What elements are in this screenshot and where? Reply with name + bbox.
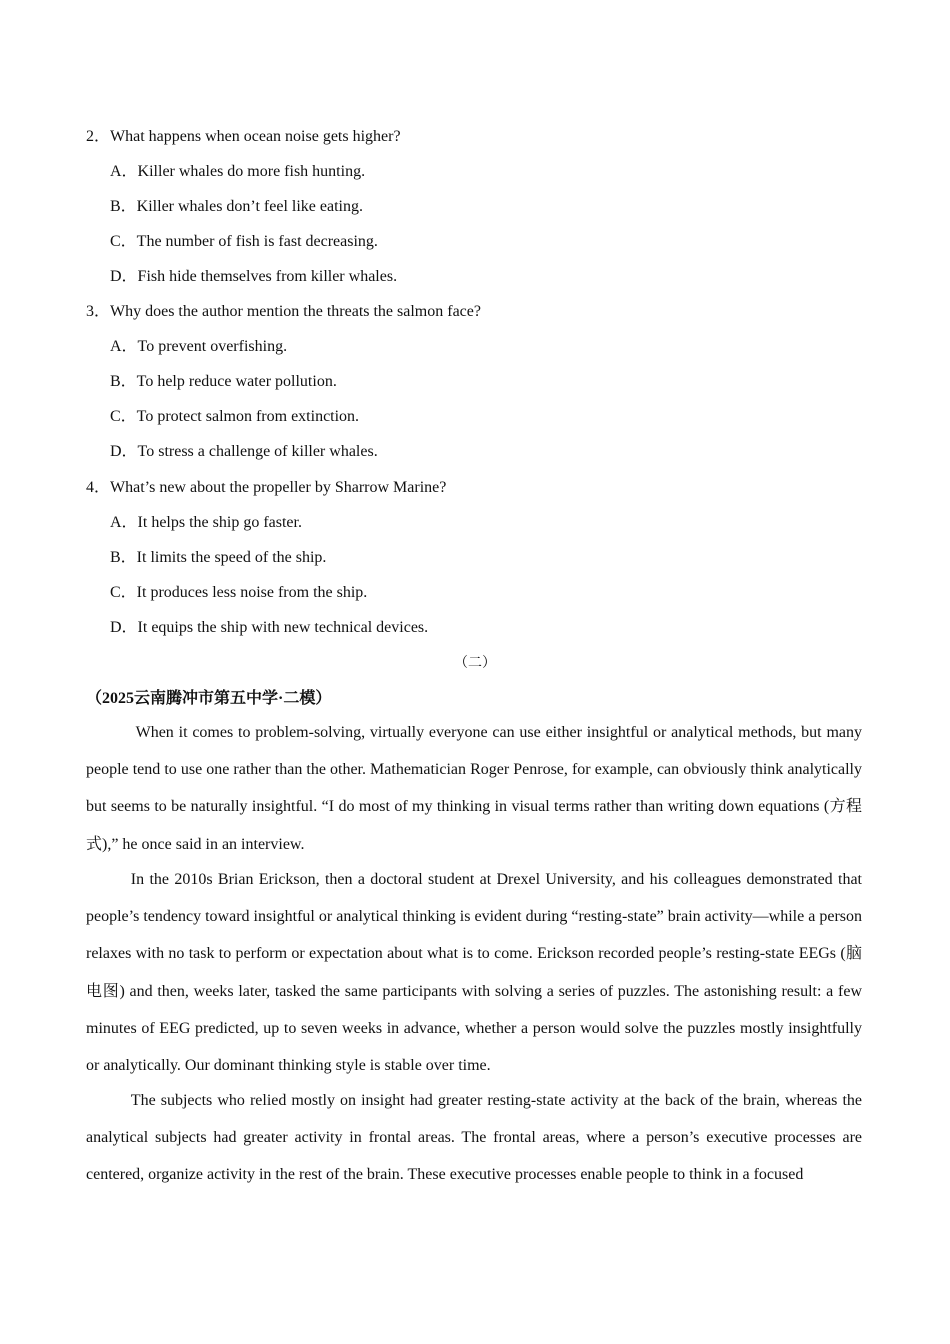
source-label: （2025云南腾冲市第五中学·二模）: [86, 690, 332, 707]
answer-option: A．It helps the ship go faster.: [110, 514, 302, 531]
answer-option: B．It limits the speed of the ship.: [110, 549, 327, 566]
answer-option: A．To prevent overfishing.: [110, 338, 288, 355]
answer-option: C．It produces less noise from the ship.: [110, 584, 368, 601]
passage-paragraph: When it comes to problem-solving, virtually everyone can use either insightful or analytical methods, but many people tend to use one rather than the other. Mathematician Roger Penrose, for example, can obviously think analytically but seems to be naturally insightful. “I do most of my thinking in visual terms rather than writing down equations (方程式),” he once said in an interview.: [86, 724, 862, 853]
answer-option: B．Killer whales don’t feel like eating.: [110, 198, 363, 215]
section-marker: （二）: [454, 656, 496, 671]
answer-option: D．Fish hide themselves from killer whales.: [110, 268, 398, 285]
passage-paragraph: The subjects who relied mostly on insight had greater resting-state activity at the back of the brain, whereas the analytical subjects had greater activity in frontal areas. The frontal areas, where a person’s executive processes are centered, organize activity in the rest of the brain. These executive processes enable people to think in a focused: [86, 1092, 862, 1184]
question-stem: 4．What’s new about the propeller by Sharrow Marine?: [86, 479, 447, 496]
answer-option: C．To protect salmon from extinction.: [110, 408, 360, 425]
answer-option: C．The number of fish is fast decreasing.: [110, 233, 378, 250]
answer-option: D．It equips the ship with new technical devices.: [110, 619, 429, 636]
question-stem: 3．Why does the author mention the threats the salmon face?: [86, 303, 481, 320]
answer-option: A．Killer whales do more fish hunting.: [110, 163, 366, 180]
answer-option: D．To stress a challenge of killer whales.: [110, 443, 378, 460]
answer-option: B．To help reduce water pollution.: [110, 373, 337, 390]
passage-paragraph: In the 2010s Brian Erickson, then a doctoral student at Drexel University, and his colleagues demonstrated that people’s tendency toward insightful or analytical thinking is evident during “resting-state” brain activity—while a person relaxes with no task to perform or expectation about what is to come. Erickson recorded people’s resting-state EEGs (脑电图) and then, weeks later, tasked the same participants with solving a series of puzzles. The astonishing result: a few minutes of EEG predicted, up to seven weeks in advance, whether a person would solve the puzzles mostly insightfully or analytically. Our dominant thinking style is stable over time.: [86, 871, 862, 1075]
question-stem: 2．What happens when ocean noise gets higher?: [86, 128, 401, 145]
